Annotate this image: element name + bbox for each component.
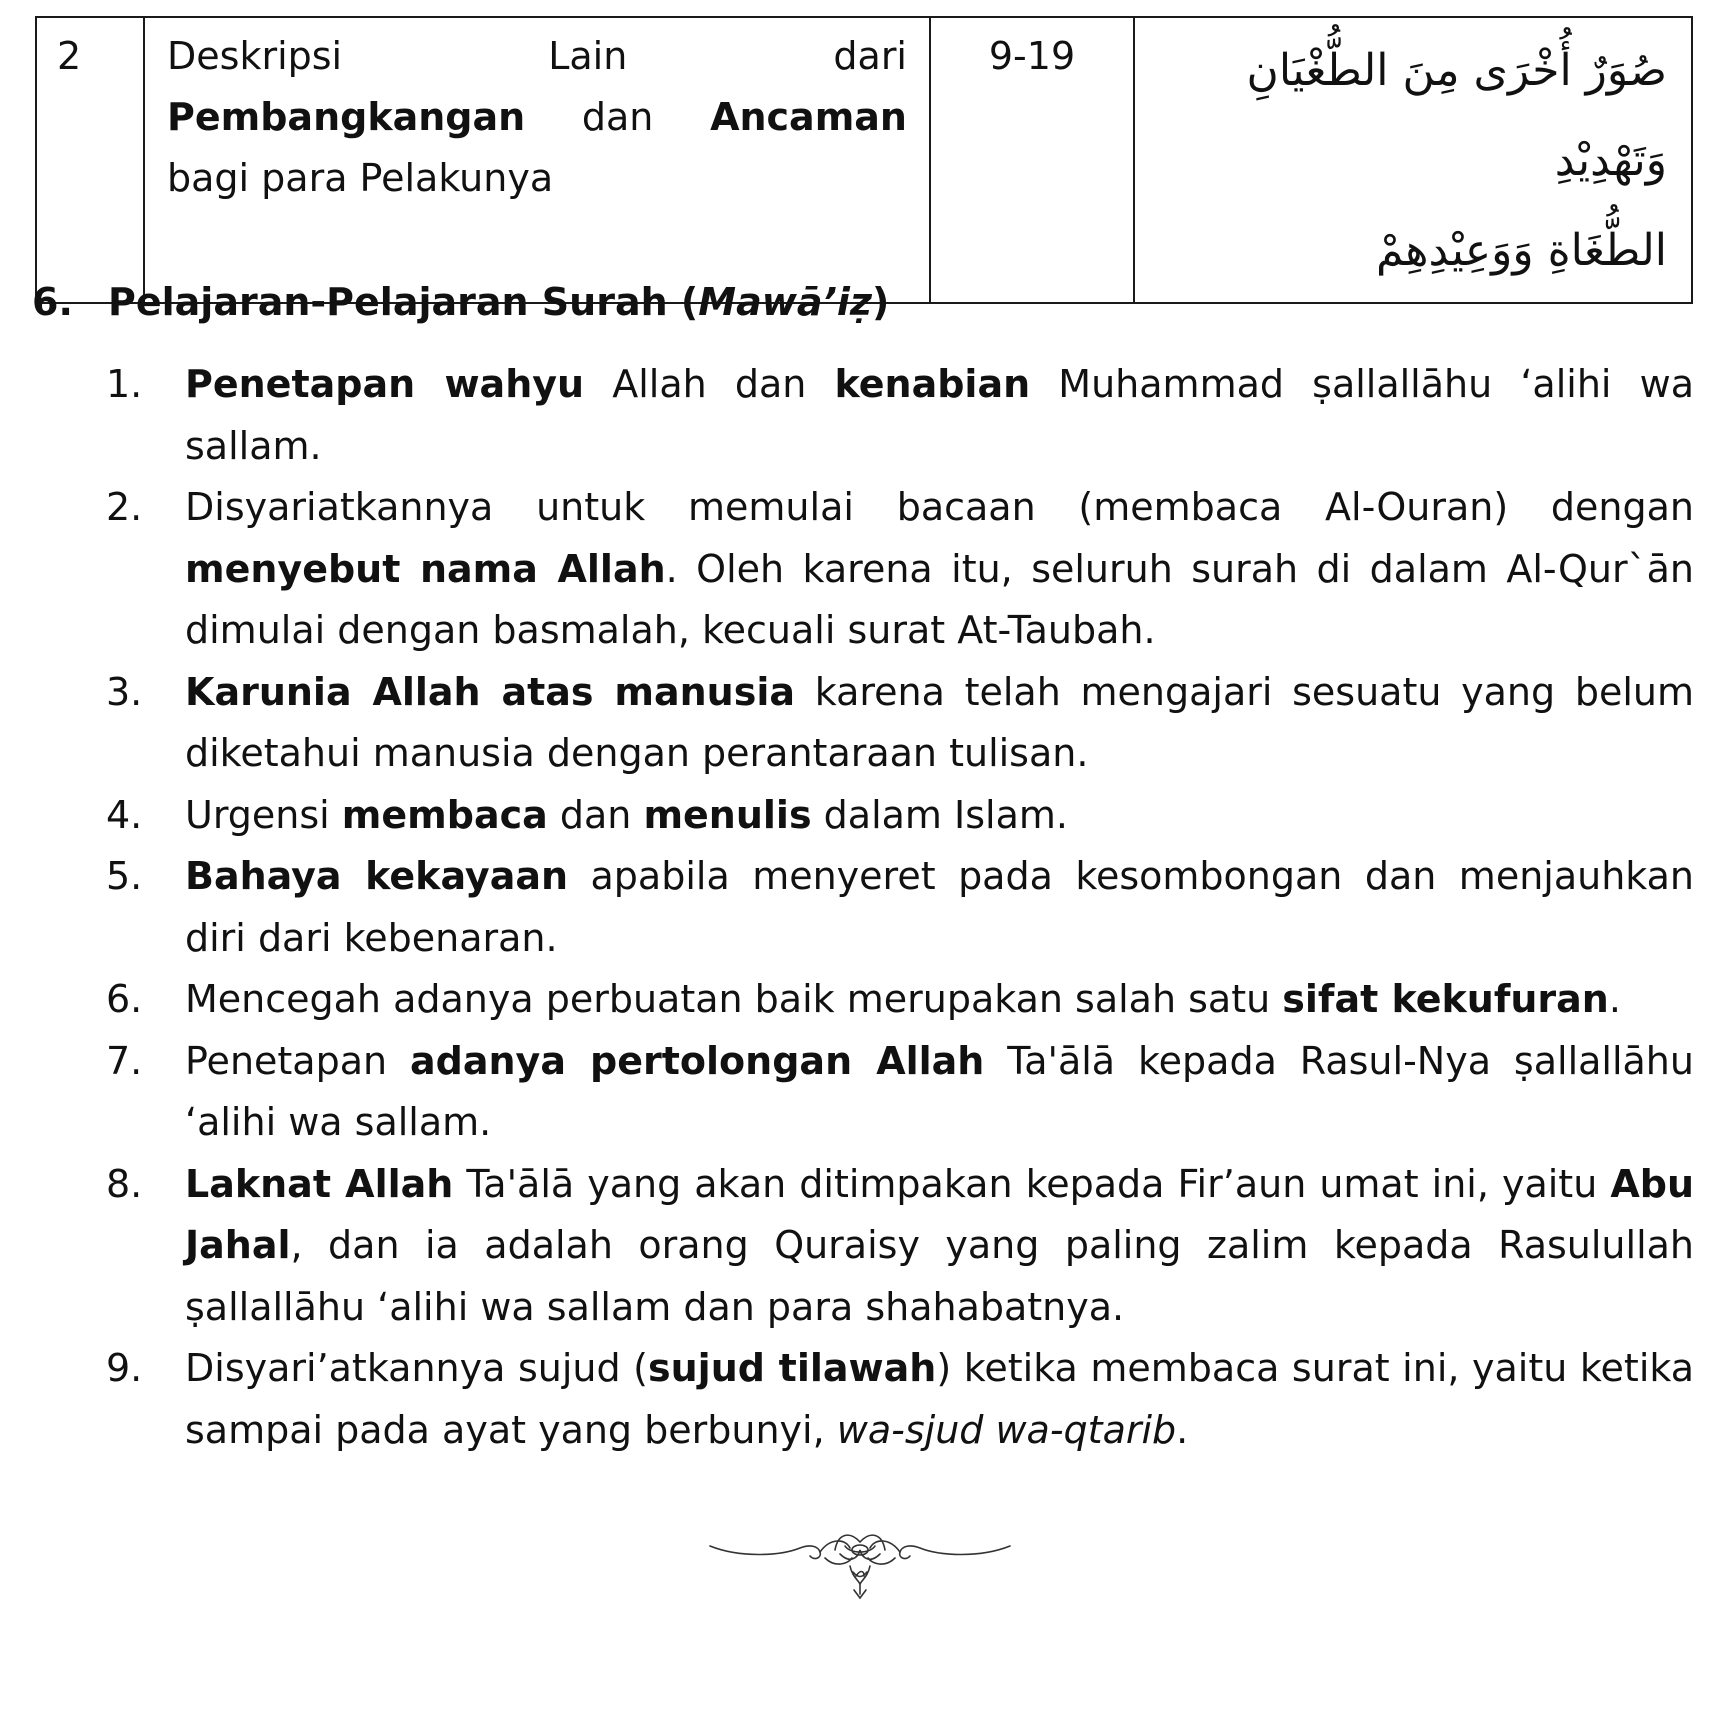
text-segment: karena telah mengajari sesuatu yang belum diketahui manusia dengan perantaraan tulisan. [185,669,1694,775]
list-item-number: 3. [106,669,143,714]
description-bold-term: Ancaman [710,95,907,139]
section-heading [32,272,889,332]
text-segment: ) ketika membaca surat ini, yaitu ketika sampai pada ayat yang berbunyi, [185,1346,1695,1452]
table-row [36,17,1692,303]
text-segment: Ta'ālā yang akan ditimpakan kepada Fir’aun umat ini, yaitu [453,1161,1611,1206]
text-segment: Allah dan [584,362,835,406]
list-item-number: 1. [106,362,143,406]
text-segment: Mencegah adanya perbuatan baik merupakan salah satu [185,977,1283,1021]
bold-term: membaca [341,792,548,837]
text-segment: dan [547,792,644,837]
verse-range-cell: 9-19 [930,17,1134,303]
description-word: dari [833,34,907,78]
bold-term: menyebut nama Allah [185,546,666,591]
description-line: bagi para Pelakunya [167,156,554,200]
flourish-divider-icon [700,1528,1020,1618]
list-item-number: 7. [106,1038,143,1083]
italic-phrase: wa-sjud wa-qtarib [836,1407,1177,1452]
text-segment: dalam Islam. [811,792,1068,837]
bold-term: sifat kekufuran [1282,977,1609,1021]
text-segment: , dan ia adalah orang Quraisy yang paling zalim kepada Rasulullah ṣallallāhu ‘alihi wa sallam dan para shahabatnya. [185,1223,1694,1329]
bold-term: Laknat Allah [185,1161,454,1206]
list-item [106,1154,1694,1339]
bold-term: kenabian [834,362,1031,406]
row-number-cell: 2 [36,17,144,303]
arabic-line: صُوَرٌ أُخْرَى مِنَ الطُّغْيَانِ وَتَهْدِيْدِ [1246,45,1667,186]
list-item-number: 8. [106,1161,143,1206]
section-title-italic: Mawā’iẓ [698,280,873,324]
section-title-close: ) [872,280,890,324]
list-item [106,969,1694,1031]
bold-term: Abu Jahal [185,1161,1694,1267]
bold-term: Bahaya kekayaan [185,854,569,898]
bold-term: Penetapan wahyu [185,362,585,406]
text-segment: . [1176,1407,1189,1452]
list-item [106,846,1694,969]
bold-term: menulis [643,792,812,837]
text-segment: apabila menyeret pada kesombongan dan menjauhkan diri dari kebenaran. [185,854,1694,960]
description-line [167,87,907,148]
description-line [167,26,907,87]
text-segment: Penetapan [185,1038,411,1083]
bold-term: Karunia Allah atas manusia [185,669,796,714]
description-word: dan [581,95,654,139]
list-item [106,477,1694,662]
text-segment: . Oleh karena itu, seluruh surah di dalam Al-Qur`ān dimulai dengan basmalah, kecuali surat At-Taubah. [185,546,1695,652]
text-segment: Disyariatkannya untuk memulai bacaan (membaca Al-Ouran) dengan [185,485,1694,529]
text-segment: Ta'ālā kepada Rasul-Nya ṣallallāhu ‘alihi wa sallam. [185,1038,1694,1144]
list-item [106,1338,1694,1461]
list-item [106,662,1694,785]
text-segment: Disyari’atkannya sujud ( [185,1346,648,1390]
section-number: 6. [32,280,73,324]
description-word: Lain [548,34,628,78]
list-item-number: 6. [106,977,143,1021]
list-item [106,785,1694,847]
arabic-line: الطُّغَاةِ وَوَعِيْدِهِمْ [1375,225,1667,276]
list-item-number: 5. [106,854,143,898]
bold-term: adanya pertolongan Allah [410,1038,985,1083]
section-title: Pelajaran-Pelajaran Surah ( [108,280,699,324]
surah-outline-table [35,16,1693,304]
arabic-title-cell [1134,17,1692,303]
list-item-number: 4. [106,792,143,837]
list-item [106,1031,1694,1154]
list-item-number: 9. [106,1346,143,1390]
text-segment: Urgensi [185,792,342,837]
description-bold-term: Pembangkangan [167,95,526,139]
bold-term: sujud tilawah [648,1346,937,1390]
description-word: Deskripsi [167,34,343,78]
row-description-cell [144,17,930,303]
text-segment: . [1608,977,1621,1021]
list-item [106,354,1694,477]
list-item-number: 2. [106,485,143,529]
text-segment: Muhammad ṣallallāhu ‘alihi wa sallam. [185,362,1694,468]
lessons-list [106,354,1694,1461]
